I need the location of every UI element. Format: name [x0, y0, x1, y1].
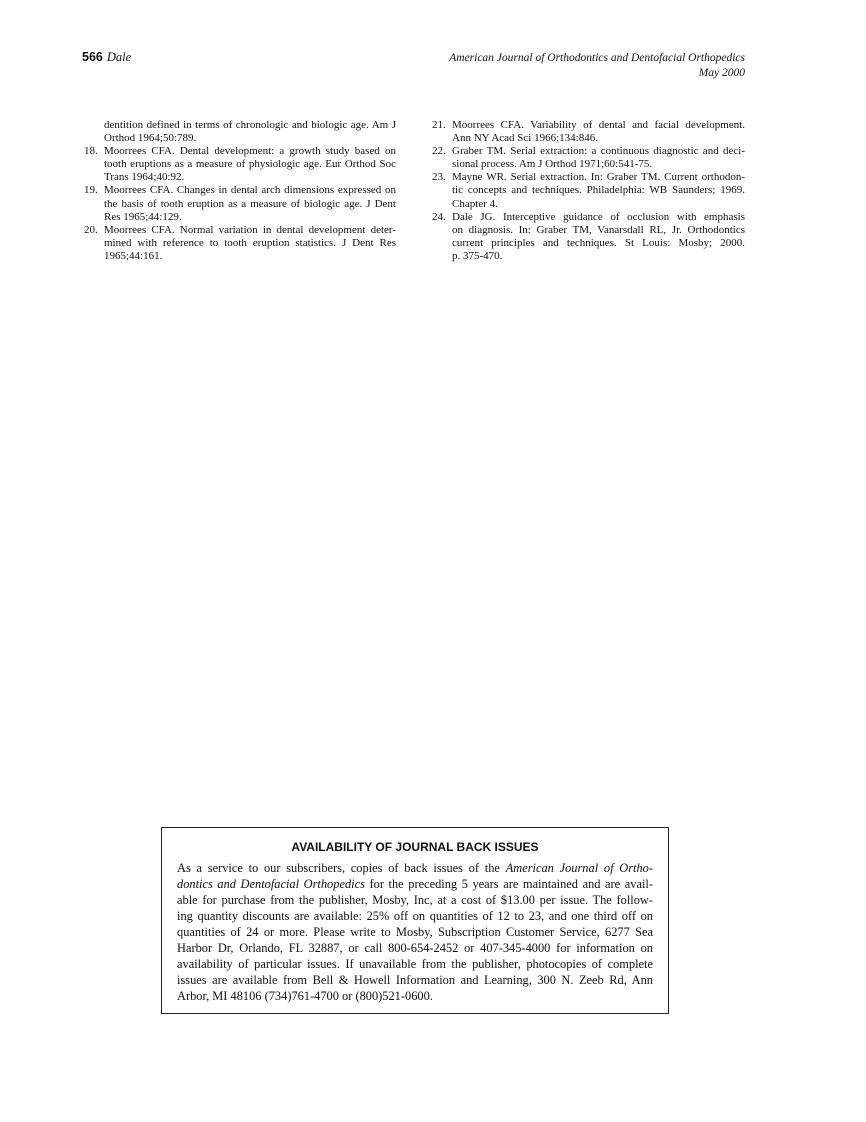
- reference-item: [84, 145, 396, 184]
- notice-text: ing quantity discounts are available: 25% off on quantities of 12 to 23, and one third off on: [177, 909, 653, 923]
- reference-line: mined with reference to tooth eruption statistics. J Dent Res: [104, 236, 396, 249]
- references-right-column: [432, 119, 745, 263]
- notice-title: AVAILABILITY OF JOURNAL BACK ISSUES: [291, 840, 539, 854]
- notice-line: [177, 908, 653, 924]
- reference-line: Ann NY Acad Sci 1966;134:846.: [452, 132, 598, 145]
- notice-text: issues are available from Bell & Howell Information and Learning, 300 N. Zeeb Rd, Ann: [177, 973, 653, 987]
- reference-item: [84, 119, 396, 145]
- notice-line: [177, 860, 653, 876]
- back-issues-notice: [161, 827, 669, 1014]
- reference-line: Graber TM. Serial extraction: a continuous diagnostic and deci-: [452, 145, 745, 158]
- reference-number: 18.: [84, 145, 98, 158]
- reference-number: 24.: [432, 210, 446, 223]
- reference-item: [432, 119, 745, 145]
- reference-line: Res 1965;44:129.: [104, 210, 182, 223]
- notice-text: availability of particular issues. If unavailable from the publisher, photocopies of complete: [177, 957, 653, 971]
- running-header-right: [449, 51, 745, 81]
- reference-line: Moorrees CFA. Changes in dental arch dimensions expressed on: [104, 184, 396, 197]
- notice-line: [177, 956, 653, 972]
- reference-item: [432, 171, 745, 210]
- notice-line: [177, 924, 653, 940]
- journal-title: American Journal of Orthodontics and Dentofacial Orthopedics: [449, 52, 745, 64]
- notice-text: able for purchase from the publisher, Mosby, Inc, at a cost of $13.00 per issue. The follow-: [177, 893, 653, 907]
- notice-text: quantities of 24 or more. Please write to Mosby, Subscription Customer Service, 6277 Sea: [177, 925, 653, 939]
- notice-text: Harbor Dr, Orlando, FL 32887, or call 800-654-2452 or 407-345-4000 for information on: [177, 941, 653, 955]
- notice-text: for the preceding 5 years are maintained and are avail-: [364, 877, 653, 891]
- references-left-column: [84, 119, 396, 263]
- journal-name-italic: dontics and Dentofacial Orthopedics: [177, 877, 365, 891]
- reference-item: [432, 145, 745, 171]
- notice-text: Arbor, MI 48106 (734)761-4700 or (800)521-0600.: [177, 989, 433, 1003]
- reference-number: 20.: [84, 223, 98, 236]
- reference-line: Moorrees CFA. Variability of dental and facial development.: [452, 119, 745, 131]
- reference-line: Trans 1964;40:92.: [104, 171, 185, 184]
- notice-body: [177, 860, 653, 1004]
- reference-line: Dale JG. Interceptive guidance of occlusion with emphasis: [452, 210, 745, 223]
- reference-line: tooth eruptions as a measure of physiologic age. Eur Orthod Soc: [104, 158, 396, 171]
- reference-line: tic concepts and techniques. Philadelphia: WB Saunders; 1969.: [452, 184, 745, 197]
- reference-line: Orthod 1964;50:789.: [104, 132, 197, 145]
- reference-line: the basis of tooth eruption as a measure of biologic age. J Dent: [104, 197, 396, 210]
- page-number: 566: [82, 50, 103, 64]
- reference-item: [84, 184, 396, 223]
- notice-line: [177, 876, 653, 892]
- reference-line: dentition defined in terms of chronologic and biologic age. Am J: [104, 119, 396, 131]
- notice-line: [177, 892, 653, 908]
- notice-line: [177, 972, 653, 988]
- reference-line: 1965;44:161.: [104, 249, 163, 262]
- reference-number: 23.: [432, 171, 446, 184]
- reference-line: Moorrees CFA. Normal variation in dental development deter-: [104, 223, 396, 236]
- notice-text: As a service to our subscribers, copies of back issues of the: [177, 861, 506, 875]
- reference-line: Moorrees CFA. Dental development: a growth study based on: [104, 145, 396, 158]
- issue-date: May 2000: [698, 67, 745, 79]
- author-name: Dale: [106, 50, 132, 64]
- running-header-left: [82, 50, 131, 65]
- notice-line: [177, 988, 653, 1004]
- reference-number: 21.: [432, 119, 446, 131]
- notice-line: [177, 940, 653, 956]
- reference-line: Mayne WR. Serial extraction. In: Graber TM. Current orthodon-: [452, 171, 745, 184]
- reference-line: Chapter 4.: [452, 197, 498, 210]
- reference-line: current principles and techniques. St Louis: Mosby; 2000.: [452, 236, 745, 249]
- reference-line: on diagnosis. In: Graber TM, Vanarsdall RL, Jr. Orthodontics: [452, 223, 745, 236]
- reference-number: 22.: [432, 145, 446, 158]
- journal-name-italic: American Journal of Ortho-: [505, 861, 653, 875]
- reference-item: [432, 211, 745, 263]
- reference-line: sional process. Am J Orthod 1971;60:541-75.: [452, 158, 653, 171]
- reference-number: 19.: [84, 184, 98, 197]
- reference-line: p. 375-470.: [452, 249, 503, 262]
- reference-item: [84, 224, 396, 263]
